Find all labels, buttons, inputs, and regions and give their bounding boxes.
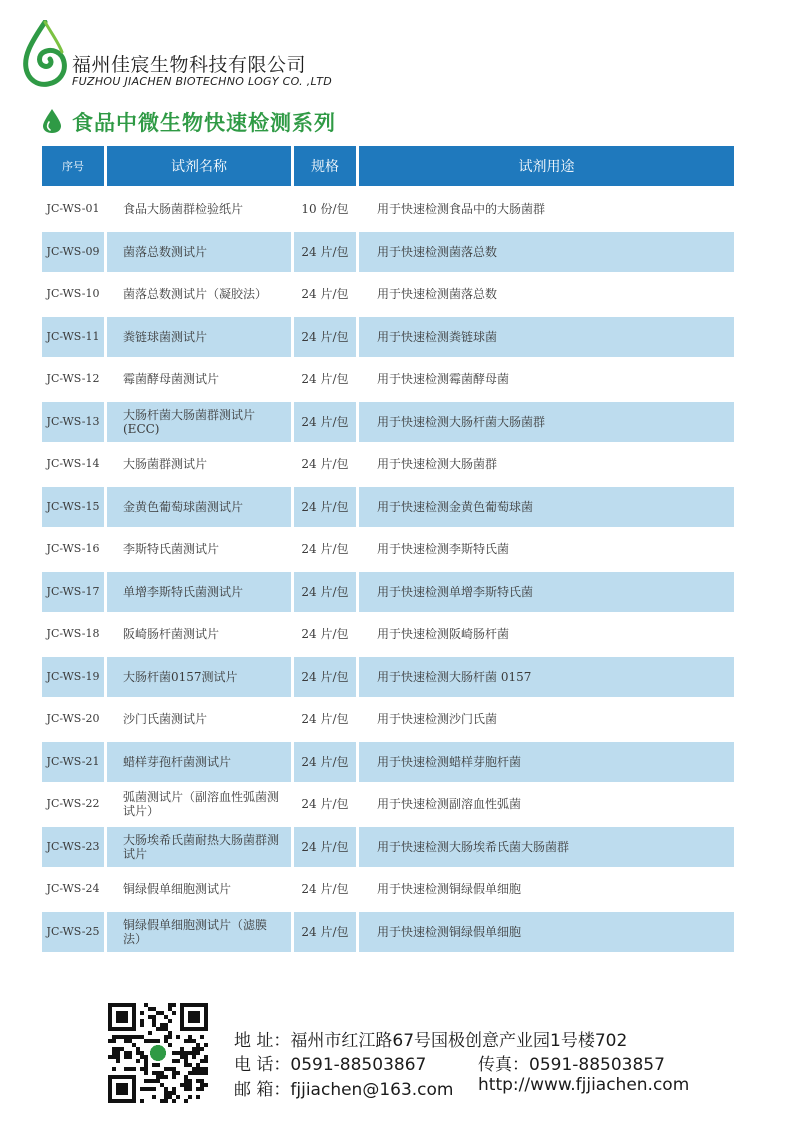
usage-cell: 用于快速检测大肠杆菌大肠菌群 [359, 402, 734, 442]
usage-cell: 用于快速检测食品中的大肠菌群 [377, 202, 546, 216]
spec-cell: 24 片/包 [294, 232, 356, 272]
spec-cell: 24 片/包 [294, 657, 356, 697]
spec-cell: 24 片/包 [294, 317, 356, 357]
spec-cell: 24 片/包 [294, 487, 356, 527]
table-row [42, 274, 734, 314]
code-cell: JC-WS-17 [42, 572, 104, 612]
code-cell: JC-WS-13 [42, 402, 104, 442]
code-cell: JC-WS-16 [46, 542, 100, 555]
code-cell: JC-WS-09 [42, 232, 104, 272]
address-label: 地 址： [234, 1031, 291, 1051]
spec-cell: 24 片/包 [294, 402, 356, 442]
fax-value: 0591-88503857 [529, 1055, 665, 1075]
fax-line [478, 1050, 665, 1075]
table-row [42, 359, 734, 399]
usage-cell: 用于快速检测铜绿假单细胞 [359, 912, 734, 952]
table-row [42, 742, 734, 782]
name-cell: 霉菌酵母菌测试片 [123, 372, 220, 386]
table-row [42, 487, 734, 527]
name-cell: 铜绿假单细胞测试片（滤膜法） [107, 912, 291, 952]
code-cell: JC-WS-24 [46, 882, 100, 895]
company-name-en: FUZHOU JIACHEN BIOTECHNO LOGY CO. ,LTD [72, 75, 333, 88]
code-cell: JC-WS-01 [46, 202, 100, 215]
code-cell: JC-WS-21 [42, 742, 104, 782]
name-cell: 蜡样芽孢杆菌测试片 [107, 742, 291, 782]
email-value[interactable]: fjjiachen@163.com [290, 1080, 454, 1100]
name-cell: 粪链球菌测试片 [107, 317, 291, 357]
name-cell: 铜绿假单细胞测试片 [123, 882, 232, 896]
qr-code-icon [108, 1003, 208, 1103]
email-line [234, 1075, 454, 1100]
company-name-cn: 福州佳宸生物科技有限公司 [72, 54, 307, 76]
spec-cell: 24 片/包 [301, 287, 349, 301]
spec-cell: 24 片/包 [301, 457, 349, 471]
code-cell: JC-WS-11 [42, 317, 104, 357]
code-cell: JC-WS-23 [42, 827, 104, 867]
product-table [42, 146, 734, 954]
name-cell: 大肠埃希氏菌耐热大肠菌群测试片 [107, 827, 291, 867]
code-cell: JC-WS-18 [46, 627, 100, 640]
header-reagent-name: 试剂名称 [107, 146, 291, 186]
usage-cell: 用于快速检测沙门氏菌 [377, 712, 498, 726]
code-cell: JC-WS-22 [46, 797, 100, 810]
table-row [42, 912, 734, 952]
table-row [42, 572, 734, 612]
spec-cell: 24 片/包 [301, 542, 349, 556]
table-row [42, 699, 734, 739]
name-cell: 大肠菌群测试片 [123, 457, 208, 471]
usage-cell: 用于快速检测单增李斯特氏菌 [359, 572, 734, 612]
usage-cell: 用于快速检测大肠菌群 [377, 457, 498, 471]
spec-cell: 24 片/包 [301, 712, 349, 726]
name-cell: 弧菌测试片（副溶血性弧菌测试片） [123, 790, 280, 818]
spec-cell: 24 片/包 [294, 572, 356, 612]
header-spec: 规格 [294, 146, 356, 186]
usage-cell: 用于快速检测金黄色葡萄球菌 [359, 487, 734, 527]
table-row [42, 529, 734, 569]
header-serial-no: 序号 [42, 146, 104, 186]
table-row [42, 784, 734, 824]
code-cell: JC-WS-19 [42, 657, 104, 697]
table-row [42, 869, 734, 909]
spec-cell: 24 片/包 [301, 627, 349, 641]
name-cell: 食品大肠菌群检验纸片 [123, 202, 244, 216]
website-link[interactable]: http://www.fjjiachen.com [478, 1075, 690, 1095]
usage-cell: 用于快速检测霉菌酵母菌 [377, 372, 510, 386]
table-row [42, 444, 734, 484]
name-cell: 李斯特氏菌测试片 [123, 542, 220, 556]
leaf-drop-icon [42, 108, 62, 134]
usage-cell: 用于快速检测阪崎肠杆菌 [377, 627, 510, 641]
table-header-row [42, 146, 734, 186]
spec-cell: 24 片/包 [294, 827, 356, 867]
phone-line [234, 1050, 426, 1075]
table-row [42, 317, 734, 357]
table-row [42, 614, 734, 654]
table-row [42, 827, 734, 867]
usage-cell: 用于快速检测大肠杆菌 0157 [359, 657, 734, 697]
usage-cell: 用于快速检测蜡样芽胞杆菌 [359, 742, 734, 782]
fax-label: 传真： [478, 1055, 529, 1075]
usage-cell: 用于快速检测菌落总数 [377, 287, 498, 301]
table-row [42, 657, 734, 697]
spec-cell: 24 片/包 [301, 882, 349, 896]
address-line [234, 1026, 627, 1051]
name-cell: 阪崎肠杆菌测试片 [123, 627, 220, 641]
phone-label: 电 话： [234, 1055, 291, 1075]
code-cell: JC-WS-10 [46, 287, 100, 300]
name-cell: 大肠杆菌0157测试片 [107, 657, 291, 697]
usage-cell: 用于快速检测粪链球菌 [359, 317, 734, 357]
usage-cell: 用于快速检测李斯特氏菌 [377, 542, 510, 556]
code-cell: JC-WS-12 [46, 372, 100, 385]
name-cell: 金黄色葡萄球菌测试片 [107, 487, 291, 527]
code-cell: JC-WS-20 [46, 712, 100, 725]
section-title: 食品中微生物快速检测系列 [72, 111, 336, 135]
spec-cell: 24 片/包 [301, 797, 349, 811]
name-cell: 沙门氏菌测试片 [123, 712, 208, 726]
name-cell: 菌落总数测试片 [107, 232, 291, 272]
spec-cell: 24 片/包 [294, 742, 356, 782]
code-cell: JC-WS-15 [42, 487, 104, 527]
email-label: 邮 箱： [234, 1080, 291, 1100]
table-row [42, 189, 734, 229]
name-cell: 菌落总数测试片（凝胶法） [123, 287, 268, 301]
company-logo-icon [22, 20, 68, 88]
code-cell: JC-WS-14 [46, 457, 100, 470]
address-value: 福州市红江路67号国极创意产业园1号楼702 [290, 1031, 628, 1051]
spec-cell: 10 份/包 [301, 202, 349, 216]
spec-cell: 24 片/包 [294, 912, 356, 952]
table-row [42, 232, 734, 272]
code-cell: JC-WS-25 [42, 912, 104, 952]
usage-cell: 用于快速检测铜绿假单细胞 [377, 882, 522, 896]
usage-cell: 用于快速检测大肠埃希氏菌大肠菌群 [359, 827, 734, 867]
name-cell: 单增李斯特氏菌测试片 [107, 572, 291, 612]
usage-cell: 用于快速检测副溶血性弧菌 [377, 797, 522, 811]
header-usage: 试剂用途 [359, 146, 734, 186]
table-row [42, 402, 734, 442]
spec-cell: 24 片/包 [301, 372, 349, 386]
phone-value: 0591-88503867 [290, 1055, 427, 1075]
table-body [42, 189, 734, 952]
usage-cell: 用于快速检测菌落总数 [359, 232, 734, 272]
name-cell: 大肠杆菌大肠菌群测试片(ECC) [107, 402, 291, 442]
